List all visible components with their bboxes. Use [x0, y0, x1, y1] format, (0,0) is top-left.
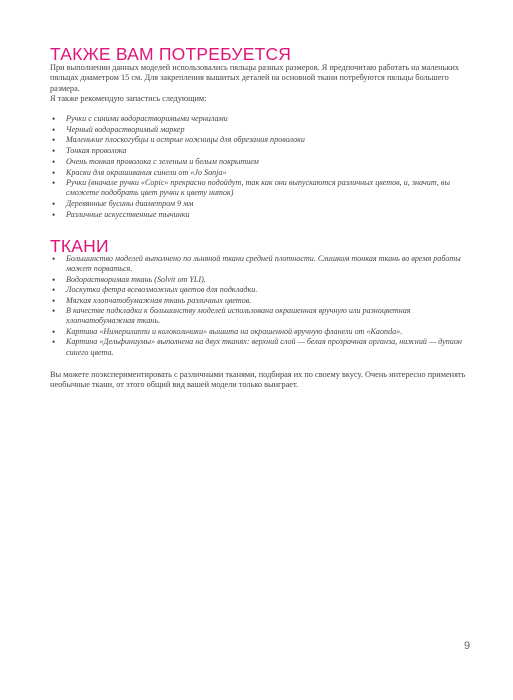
fabrics-heading: ТКАНИ [50, 236, 109, 256]
bullet-icon: • [52, 114, 56, 124]
bullet-icon: • [52, 178, 56, 189]
list-item-text: Краски для окрашивания синели от «Jo Sonja» [66, 167, 227, 177]
list-item [50, 275, 470, 285]
list-item-text: Очень тонкая проволока с зеленым и белым покрытием [66, 156, 259, 166]
list-item-text: Большинство моделей выполнено по льняной ткани средней плотности. Слишком тонкая ткань во время работы может порваться. [66, 254, 461, 274]
bullet-icon: • [52, 167, 56, 178]
list-item [50, 125, 470, 135]
bullet-icon: • [52, 146, 56, 157]
list-item [50, 114, 470, 124]
bullet-icon: • [52, 199, 56, 210]
bullet-icon: • [52, 337, 56, 348]
list-item [50, 146, 470, 156]
bullet-icon: • [52, 209, 56, 220]
list-item-text: Различные искусственные тычинки [66, 209, 190, 219]
fabrics-list [50, 254, 470, 358]
list-item-text: Ручки (вначале ручки «Copic» прекрасно подойдут, так как они выпускаются различных цветов, и, значит, вы сможете подобрать цвет ручки к цвету ниток) [66, 178, 450, 198]
supplies-recommend: Я также рекомендую запастись следующим: [50, 94, 207, 103]
list-item [50, 199, 470, 209]
page-number: 9 [464, 640, 471, 652]
fabrics-outro: Вы можете поэкспериментировать с различными тканями, подбирая их по своему вкусу. Очень интересно применять необычные ткани, от этого общий вид вашей модели только выиграет. [50, 370, 466, 390]
list-item [50, 168, 470, 178]
list-item-text: Черный водорастворимый маркер [66, 124, 185, 134]
bullet-icon: • [52, 156, 56, 167]
list-item-text: Картина «Нимерилаппи и колокольчики» вышита на окрашенной вручную фланели от «Kaonda». [66, 326, 403, 336]
bullet-icon: • [52, 285, 56, 296]
list-item-text: Лоскутки фетра всевозможных цветов для подкладки. [66, 285, 258, 295]
bullet-icon: • [52, 274, 56, 285]
supplies-list [50, 114, 470, 221]
list-item [50, 157, 470, 167]
list-item-text: Ручки с синими водорастворимыми чернилами [66, 114, 228, 123]
supplies-intro: При выполнении данных моделей использовались пяльцы разных размеров. Я предпочитаю работать на маленьких пяльцах диаметром 15 см. Для закрепления вышитых деталей на основной ткани потребуются пяльцы большего размера. [50, 63, 459, 93]
list-item [50, 254, 470, 274]
list-item [50, 135, 470, 145]
supplies-heading: ТАКЖЕ ВАМ ПОТРЕБУЕТСЯ [50, 44, 292, 64]
list-item-text: Тонкая проволока [66, 146, 127, 156]
list-item [50, 337, 470, 357]
list-item-text: Мягкая хлопчатобумажная ткань различных цветов. [66, 295, 252, 305]
bullet-icon: • [52, 135, 56, 146]
list-item [50, 210, 470, 220]
bullet-icon: • [52, 254, 56, 264]
list-item-text: В качестве подкладки к большинству моделей использована окрашенная вручную или разноцветная хлопчатобумажная ткань. [66, 306, 411, 326]
bullet-icon: • [52, 124, 56, 135]
list-item-text: Маленькие плоскогубцы и острые ножницы для обрезания проволоки [66, 135, 305, 145]
list-item [50, 178, 470, 198]
bullet-icon: • [52, 326, 56, 337]
bullet-icon: • [52, 306, 56, 317]
list-item [50, 327, 470, 337]
bullet-icon: • [52, 295, 56, 306]
list-item [50, 285, 470, 295]
list-item [50, 296, 470, 306]
list-item-text: Водорастворимая ткань (Solvit от YLI). [66, 274, 206, 284]
list-item [50, 306, 470, 326]
list-item-text: Картина «Дельфиниумы» выполнена на двух тканях: верхний слой — белая прозрачная органза, нижний — дупион синего цвета. [66, 337, 462, 357]
list-item-text: Деревянные бусины диаметром 9 мм [66, 199, 194, 209]
